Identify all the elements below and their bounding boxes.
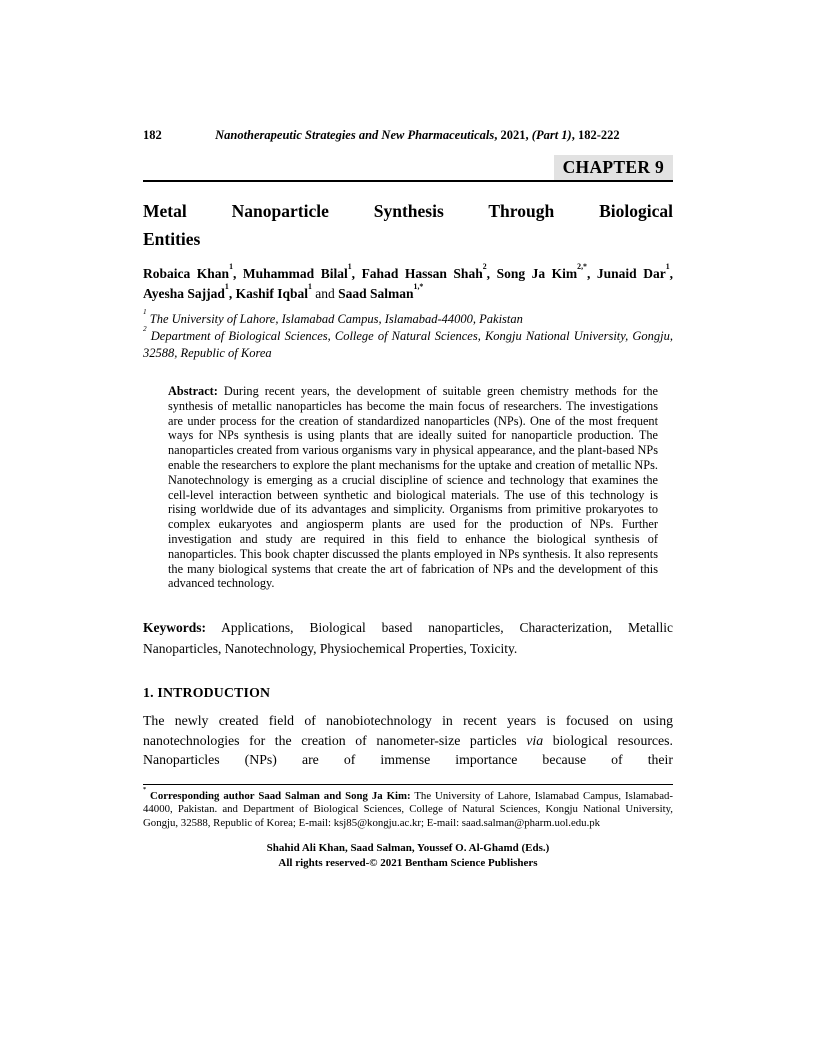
- running-title: [162, 128, 673, 143]
- author-separator: ,: [586, 266, 597, 281]
- author-superscript: 2,*: [577, 261, 587, 271]
- footnote-block: [143, 784, 673, 831]
- footer-rights: All rights reserved-© 2021 Bentham Science Publishers: [278, 856, 538, 869]
- author-name: Ayesha Sajjad: [143, 286, 225, 301]
- intro-paragraph: [143, 711, 673, 770]
- page-number: 182: [143, 128, 162, 142]
- author-name: Song Ja Kim: [496, 266, 578, 281]
- affiliation: [143, 308, 673, 328]
- section-heading-introduction: 1. INTRODUCTION: [143, 685, 271, 701]
- running-title-year: , 2021,: [494, 128, 532, 142]
- author-name: Robaica Khan: [143, 266, 230, 281]
- author-separator: ,: [351, 266, 362, 281]
- author-superscript: 1: [224, 281, 229, 291]
- affiliation-superscript: 1: [143, 308, 147, 317]
- chapter-badge: CHAPTER 9: [554, 155, 673, 180]
- page-footer: [143, 841, 673, 870]
- chapter-title-line1: Metal Nanoparticle Synthesis Through Biological: [143, 201, 673, 221]
- author-separator: ,: [486, 266, 497, 281]
- abstract: [168, 384, 658, 591]
- chapter-title: [143, 197, 673, 253]
- author-name: Junaid Dar: [596, 266, 666, 281]
- affiliation-text: Department of Biological Sciences, College of Natural Sciences, Kongju National University, Gongju, 32588, Republic of Korea: [143, 329, 673, 360]
- running-header: [143, 128, 673, 143]
- author-superscript: 1: [307, 281, 312, 291]
- footer-editors: Shahid Ali Khan, Saad Salman, Youssef O. Al-Ghamd (Eds.): [266, 842, 550, 855]
- author-separator: ,: [228, 286, 236, 301]
- author-superscript: 1,*: [413, 281, 424, 291]
- authors-line: [143, 261, 673, 304]
- footnote-marker-glyph: *: [143, 785, 147, 793]
- keywords-text: Applications, Biological based nanoparticles, Characterization, Metallic Nanoparticles, Nanotechnology, Physiochemical Properties, Toxicity.: [143, 620, 673, 657]
- author-name: Muhammad Bilal: [242, 266, 348, 281]
- author-separator: and: [311, 286, 339, 301]
- abstract-label: Abstract:: [168, 384, 218, 398]
- author-superscript: 1: [347, 261, 352, 271]
- intro-text-italic: via: [526, 732, 544, 748]
- keywords-label: Keywords:: [143, 620, 206, 636]
- affiliations: [143, 308, 673, 362]
- footnote: [143, 785, 673, 831]
- author-separator: ,: [669, 266, 673, 281]
- author-superscript: 2: [482, 261, 487, 271]
- intro-text-after: biological resources. Nanoparticles (NPs) are of immense importance because of their: [143, 732, 673, 768]
- affiliation-text: The University of Lahore, Islamabad Campus, Islamabad-44000, Pakistan: [146, 312, 523, 326]
- author-superscript: 1: [229, 261, 233, 271]
- abstract-text: During recent years, the development of suitable green chemistry methods for the synthesis of metallic nanoparticles has become the main focus of researchers. The investigations are under process for the creation of standardized nanoparticles (NPs). One of the most frequent ways for NPs synthesis is using plants that are ideally suited for nanoparticle production. The nanoparticles created from various organisms vary in physical appearance, and the plant-based NPs enable the researchers to explore the plant mechanisms for the uptake and creation of metallic NPs. Nanotechnology is emerging as a crucial discipline of science and technology that examines the cell-level interaction between synthetic and biological materials. The use of this technology is rising worldwide due of its advantages and simplicity. Organisms from primitive prokaryotes to complex eukaryotes and angiosperm plants are used for the production of NPs. Further investigation and study are required in this field to enhance the biological synthesis of nanoparticles. This book chapter discussed the plants employed in NPs synthesis. It also represents the many biological systems that create the art of fabrication of NPs and the development of this advanced technology.: [168, 384, 658, 591]
- affiliation: [143, 325, 673, 362]
- author-superscript: 1: [665, 261, 670, 271]
- chapter-divider: [143, 155, 673, 182]
- running-title-pages: , 182-222: [571, 128, 620, 142]
- keywords: [143, 617, 673, 659]
- author-name: Kashif Iqbal: [235, 286, 308, 301]
- author-name: Saad Salman: [338, 286, 414, 301]
- running-title-part: (Part 1): [531, 128, 572, 142]
- chapter-title-line2: Entities: [143, 229, 201, 249]
- author-name: Fahad Hassan Shah: [361, 266, 483, 281]
- footnote-text: The University of Lahore, Islamabad Campus, Islamabad-44000, Pakistan. and Department of Biological Sciences, College of Natural Sciences, Kongju National University, Gongju, 32588, Republic of Korea; E-mail: ksj85@kongju.ac.kr; E-mail: saad.salman@pharm.uol.edu.pk: [143, 789, 673, 829]
- footnote-marker: [143, 786, 146, 793]
- footnote-label: Corresponding author Saad Salman and Song Ja Kim:: [146, 789, 411, 802]
- intro-text-before: The newly created field of nanobiotechnology in recent years is focused on using nanotechnologies for the creation of nanometer-size particles: [143, 713, 673, 748]
- running-title-book: Nanotherapeutic Strategies and New Pharmaceuticals: [215, 128, 495, 142]
- author-separator: ,: [232, 266, 243, 281]
- affiliation-superscript: 2: [143, 325, 147, 334]
